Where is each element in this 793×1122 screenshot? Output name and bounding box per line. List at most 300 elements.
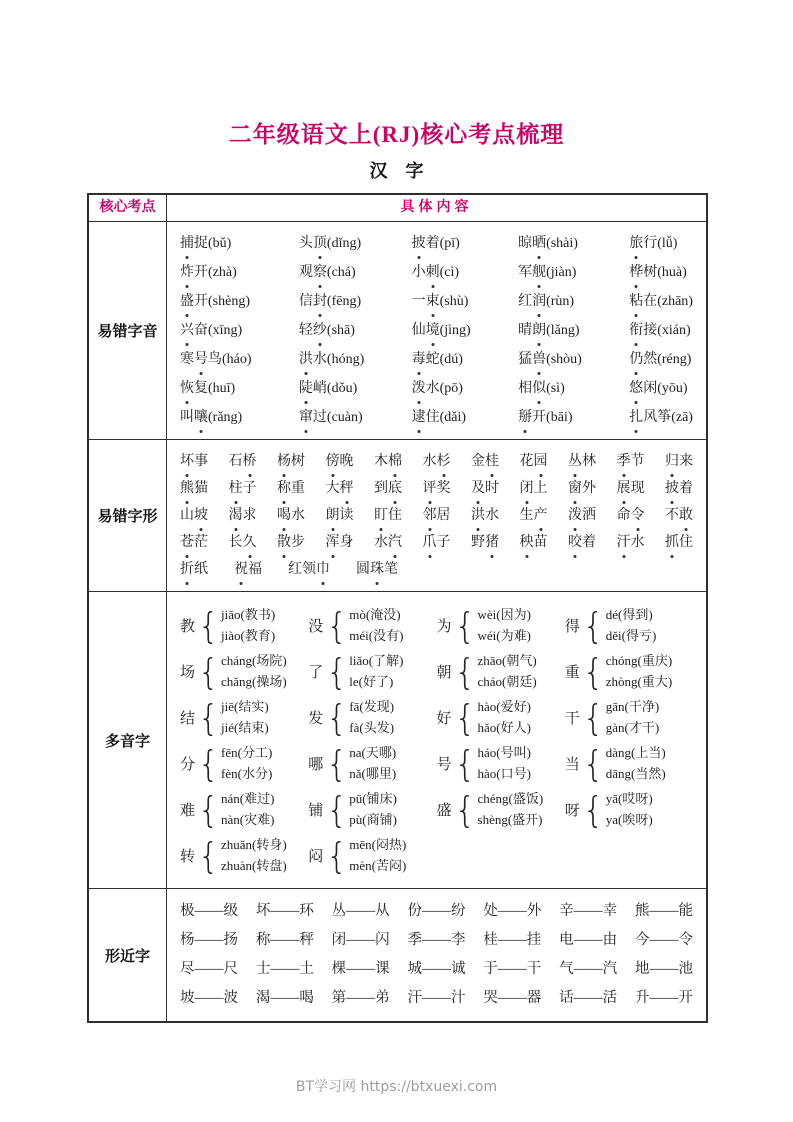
poly-option: dāng(当然): [605, 766, 666, 781]
word: 季节: [617, 448, 645, 475]
poly-options: [478, 696, 531, 738]
poly-entry: [437, 696, 565, 738]
pinyin-word: 兴奋(xīng): [180, 317, 252, 344]
word: 杨树: [277, 448, 305, 475]
emphasized-char: 桂: [485, 448, 499, 475]
poly-option: hǎo(好人): [477, 720, 531, 735]
poly-options: [221, 742, 272, 784]
pinyin-word: 披着(pī): [412, 230, 471, 257]
poly-headchar: 哪: [308, 756, 324, 773]
word: 山坡: [180, 502, 208, 529]
word: 浑身: [326, 529, 354, 556]
emphasized-char: 棉: [388, 448, 402, 475]
word: 汗水: [617, 529, 645, 556]
char-pair: 今——令: [634, 932, 693, 948]
pinyin-word: 一束(shù): [412, 288, 471, 315]
section-content-yin: [167, 222, 706, 439]
word: 水杉: [423, 448, 451, 475]
emphasized-char: 毒: [412, 346, 426, 373]
poly-option: na(天哪): [349, 745, 397, 760]
section-content-xing: [167, 440, 706, 591]
pinyin-word: 猛兽(shòu): [518, 346, 582, 373]
poly-entry: [180, 788, 308, 830]
brace-icon: {: [582, 787, 604, 831]
word: 熊猫: [180, 475, 208, 502]
pinyin-word: 盛开(shèng): [180, 288, 252, 315]
poly-option: pù(商铺): [349, 812, 397, 827]
pinyin-word: 相似(sì): [518, 375, 582, 402]
char-pair: 辛——幸: [559, 903, 618, 919]
emphasized-char: 兽: [532, 346, 546, 373]
pinyin-word: 军舰(jiàn): [518, 259, 582, 286]
word: 坏事: [180, 448, 208, 475]
poly-headchar: 没: [308, 618, 324, 635]
poly-option: jiē(结实): [221, 699, 269, 714]
pinyin-word: 捕捉(bǔ): [180, 230, 252, 257]
poly-entry: [565, 604, 693, 646]
poly-option: gān(干净): [605, 699, 660, 714]
brace-icon: {: [198, 695, 220, 739]
word: 大秤: [326, 475, 354, 502]
poly-entry: [308, 696, 436, 738]
emphasized-char: 捕: [180, 230, 194, 257]
poly-option: nàn(灾难): [221, 812, 275, 827]
pinyin-word: 仍然(réng): [629, 346, 693, 373]
emphasized-char: 渴: [229, 502, 243, 529]
word: 爪子: [423, 529, 451, 556]
poly-entry: [437, 604, 565, 646]
pinyin-word: 掰开(bāi): [518, 404, 582, 431]
pinyin-word: 扎风筝(zā): [629, 404, 693, 431]
brace-icon: {: [198, 741, 220, 785]
emphasized-char: 衔: [629, 317, 643, 344]
word: 展现: [617, 475, 645, 502]
poly-option: yā(哎呀): [605, 791, 653, 806]
emphasized-char: 掰: [518, 404, 532, 431]
emphasized-char: 逮: [412, 404, 426, 431]
char-pair: 棵——课: [331, 961, 390, 977]
pinyin-word: 小刺(cì): [412, 259, 471, 286]
word: 喝水: [277, 502, 305, 529]
poly-options: [606, 788, 653, 830]
word: 不敢: [665, 502, 693, 529]
poly-options: [478, 650, 537, 692]
char-pair: 杨——扬: [180, 932, 238, 948]
emphasized-char: 喝: [277, 502, 291, 529]
poly-entry: [437, 650, 565, 692]
poly-entry: [180, 650, 308, 692]
word: 红领巾: [288, 556, 330, 583]
poly-option: zhuàn(转盘): [221, 858, 287, 873]
emphasized-char: 折: [180, 556, 194, 583]
section-label-yin: 易错字音: [89, 222, 167, 439]
emphasized-char: 浑: [326, 529, 340, 556]
poly-options: [349, 834, 406, 876]
pinyin-word: 粘在(zhān): [629, 288, 693, 315]
poly-headchar: 教: [180, 618, 196, 635]
poly-options: [606, 604, 657, 646]
poly-option: liǎo(了解): [349, 653, 404, 668]
emphasized-char: 产: [534, 502, 548, 529]
word: 命令: [617, 502, 645, 529]
emphasized-char: 悠: [629, 375, 643, 402]
poly-option: wéi(为难): [477, 628, 531, 643]
emphasized-char: 泼: [568, 502, 582, 529]
poly-entry: [565, 788, 693, 830]
poly-option: jiào(教育): [221, 628, 276, 643]
word: 盯住: [374, 502, 402, 529]
poly-option: ya(唉呀): [605, 812, 653, 827]
pair-line: [180, 984, 693, 1013]
char-pair: 汗——汁: [407, 990, 466, 1006]
poly-entry: [308, 650, 436, 692]
char-pair: 地——池: [634, 961, 693, 977]
brace-icon: {: [582, 649, 604, 693]
poly-entry: [180, 604, 308, 646]
section-label-xingjin: 形近字: [89, 889, 167, 1021]
poly-options: [221, 696, 269, 738]
emphasized-char: 束: [426, 288, 440, 315]
emphasized-char: 巾: [316, 556, 330, 583]
table-header-core-points: 核心考点: [89, 195, 167, 221]
poly-option: mò(淹没): [349, 607, 401, 622]
word: 丛林: [568, 448, 596, 475]
poly-entry: [437, 788, 565, 830]
word: 泼洒: [568, 502, 596, 529]
emphasized-char: 苍: [180, 529, 194, 556]
emphasized-char: 兴: [180, 317, 194, 344]
char-pair: 季——李: [407, 932, 466, 948]
word-line: [180, 529, 693, 556]
char-pair: 熊——能: [634, 903, 693, 919]
poly-option: méi(没有): [349, 628, 404, 643]
word: 称重: [277, 475, 305, 502]
footer: [0, 1076, 793, 1096]
poly-option: chǎng(操场): [221, 674, 287, 689]
section-label-duoyin: 多音字: [89, 592, 167, 888]
emphasized-char: 称: [277, 475, 291, 502]
poly-option: zhuǎn(转身): [221, 837, 287, 852]
poly-option: mèn(苦闷): [349, 858, 407, 873]
emphasized-char: 披: [412, 230, 426, 257]
brace-icon: {: [454, 695, 476, 739]
word: 石桥: [229, 448, 257, 475]
word: 金桂: [471, 448, 499, 475]
brace-icon: {: [326, 741, 348, 785]
poly-options: [349, 788, 397, 830]
word: 散步: [277, 529, 305, 556]
poly-headchar: 转: [180, 848, 196, 865]
brace-icon: {: [326, 787, 348, 831]
poly-options: [478, 788, 544, 830]
emphasized-char: 熊: [180, 475, 194, 502]
poly-option: shèng(盛开): [477, 812, 543, 827]
pinyin-word: 恢复(huī): [180, 375, 252, 402]
pinyin-word: 逮住(dǎi): [412, 404, 471, 431]
emphasized-char: 晒: [532, 230, 546, 257]
char-pair: 闭——闪: [331, 932, 390, 948]
poly-entry: [565, 742, 693, 784]
emphasized-char: 窜: [299, 404, 313, 431]
poly-headchar: 场: [180, 664, 196, 681]
poly-headchar: 了: [308, 664, 324, 681]
pinyin-word: 晴朗(lǎng): [518, 317, 582, 344]
pinyin-word: 桦树(huà): [629, 259, 693, 286]
word: 柱子: [229, 475, 257, 502]
emphasized-char: 封: [313, 288, 327, 315]
word: 水汽: [374, 529, 402, 556]
word: 到底: [374, 475, 402, 502]
pair-line: [180, 897, 693, 926]
word: 圆珠笔: [356, 556, 398, 583]
poly-entry: [565, 650, 693, 692]
emphasized-char: 秧: [520, 529, 534, 556]
emphasized-char: 柱: [229, 475, 243, 502]
emphasized-char: 及: [471, 475, 485, 502]
poly-options: [606, 650, 672, 692]
emphasized-char: 刺: [426, 259, 440, 286]
word-line: [180, 448, 693, 475]
poly-headchar: 好: [436, 710, 452, 727]
emphasized-char: 境: [426, 317, 440, 344]
poly-entry: [180, 742, 308, 784]
brace-icon: {: [582, 695, 604, 739]
poly-entry: [308, 742, 436, 784]
poly-headchar: 当: [564, 756, 580, 773]
emphasized-char: 汽: [388, 529, 402, 556]
poly-option: hào(爱好): [477, 699, 531, 714]
emphasized-char: 陡: [299, 375, 313, 402]
poly-option: nǎ(哪里): [349, 766, 397, 781]
pinyin-word: 毒蛇(dú): [412, 346, 471, 373]
emphasized-char: 扎: [629, 404, 643, 431]
poly-options: [221, 834, 287, 876]
emphasized-char: 号: [194, 346, 208, 373]
section-content-duoyin: [167, 592, 706, 888]
poly-option: nán(难过): [221, 791, 275, 806]
poly-options: [478, 604, 531, 646]
brace-icon: {: [326, 649, 348, 693]
poly-row: [180, 742, 693, 784]
char-pair: 于——干: [483, 961, 542, 977]
poly-headchar: 盛: [436, 802, 452, 819]
section-yin: [89, 221, 706, 439]
poly-row: [180, 788, 693, 830]
emphasized-char: 祝: [234, 556, 248, 583]
pinyin-word: 红润(rùn): [518, 288, 582, 315]
char-pair: 桂——挂: [483, 932, 542, 948]
table-header-details: 具体内容: [400, 200, 473, 215]
emphasized-char: 归: [665, 448, 679, 475]
brace-icon: {: [198, 649, 220, 693]
char-pair: 哭——器: [483, 990, 542, 1006]
char-pair: 尽——尺: [180, 961, 238, 977]
emphasized-char: 汗: [617, 529, 631, 556]
emphasized-char: 底: [388, 475, 402, 502]
word: 生产: [520, 502, 548, 529]
brace-icon: {: [454, 741, 476, 785]
char-pair: 电——由: [559, 932, 618, 948]
pinyin-word: 信封(fēng): [299, 288, 364, 315]
emphasized-char: 邻: [423, 502, 437, 529]
pinyin-word: 陡峭(dǒu): [299, 375, 364, 402]
emphasized-char: 丛: [568, 448, 582, 475]
emphasized-char: 朗: [532, 317, 546, 344]
footer-text: BT学习网 https://btxuexi.com: [295, 1079, 498, 1095]
table-header-row: [89, 195, 706, 221]
pinyin-word: 头顶(dǐng): [299, 230, 364, 257]
char-pair: 处——外: [483, 903, 542, 919]
section-xingjin: [89, 888, 706, 1021]
emphasized-char: 桦: [629, 259, 643, 286]
pair-line: [180, 955, 693, 984]
char-pair: 升——开: [634, 990, 693, 1006]
poly-option: wèi(因为): [477, 607, 531, 622]
emphasized-char: 令: [631, 502, 645, 529]
poly-option: pū(铺床): [349, 791, 397, 806]
poly-headchar: 为: [436, 618, 452, 635]
pinyin-word: 叫嚷(rǎng): [180, 404, 252, 431]
emphasized-char: 润: [532, 288, 546, 315]
poly-option: háo(号叫): [477, 745, 531, 760]
emphasized-char: 盯: [374, 502, 388, 529]
poly-options: [221, 650, 287, 692]
poly-options: [606, 696, 659, 738]
word-line: [180, 502, 693, 529]
pinyin-word: 泼水(pō): [412, 375, 471, 402]
word: 苍茫: [180, 529, 208, 556]
poly-options: [221, 604, 275, 646]
emphasized-char: 坏: [180, 448, 194, 475]
pinyin-word: 轻纱(shā): [299, 317, 364, 344]
emphasized-char: 纱: [313, 317, 327, 344]
poly-option: chóng(重庆): [605, 653, 673, 668]
poly-options: [349, 742, 396, 784]
word: 朗读: [326, 502, 354, 529]
poly-headchar: 铺: [308, 802, 324, 819]
emphasized-char: 珠: [370, 556, 384, 583]
poly-option: le(好了): [349, 674, 394, 689]
emphasized-char: 傍: [326, 448, 340, 475]
poly-options: [349, 604, 403, 646]
word: 窗外: [568, 475, 596, 502]
emphasized-char: 季: [617, 448, 631, 475]
poly-option: jiāo(教书): [221, 607, 276, 622]
char-pair: 城——诚: [407, 961, 466, 977]
word: 渴求: [229, 502, 257, 529]
poly-option: cháng(场院): [221, 653, 287, 668]
emphasized-char: 窗: [568, 475, 582, 502]
word: 咬着: [568, 529, 596, 556]
emphasized-char: 似: [532, 375, 546, 402]
word: 傍晚: [326, 448, 354, 475]
pinyin-word: 洪水(hóng): [299, 346, 364, 373]
emphasized-char: 坡: [194, 502, 208, 529]
poly-option: děi(得亏): [605, 628, 657, 643]
emphasized-char: 散: [277, 529, 291, 556]
emphasized-char: 园: [534, 448, 548, 475]
word: 闭上: [520, 475, 548, 502]
word: 邻居: [423, 502, 451, 529]
poly-row: [180, 650, 693, 692]
word: 洪水: [471, 502, 499, 529]
word-line: [180, 475, 693, 502]
emphasized-char: 杉: [437, 448, 451, 475]
pinyin-word: 仙境(jìng): [412, 317, 471, 344]
emphasized-char: 咬: [568, 529, 582, 556]
poly-headchar: 号: [436, 756, 452, 773]
brace-icon: {: [454, 649, 476, 693]
poly-option: jié(结束): [221, 720, 269, 735]
char-pair: 称——秤: [255, 932, 314, 948]
poly-option: dé(得到): [605, 607, 653, 622]
pinyin-word: 悠闲(yōu): [629, 375, 693, 402]
table-sections: [89, 221, 706, 1021]
poly-headchar: 重: [564, 664, 580, 681]
pinyin-word: 观察(chá): [299, 259, 364, 286]
emphasized-char: 洪: [299, 346, 313, 373]
emphasized-char: 察: [313, 259, 327, 286]
poly-headchar: 干: [564, 710, 580, 727]
poly-entry: [308, 834, 436, 876]
poly-option: cháo(朝廷): [477, 674, 537, 689]
poly-entry: [180, 696, 308, 738]
poly-entry: [180, 834, 308, 876]
char-pair: 坡——波: [180, 990, 238, 1006]
poly-option: fēn(分工): [221, 745, 273, 760]
pinyin-word: 晾晒(shài): [518, 230, 582, 257]
char-pair: 份——纷: [407, 903, 466, 919]
emphasized-char: 炸: [180, 259, 194, 286]
word: 花园: [520, 448, 548, 475]
poly-option: zhòng(重大): [605, 674, 673, 689]
brace-icon: {: [454, 787, 476, 831]
poly-entry: [308, 604, 436, 646]
emphasized-char: 舰: [532, 259, 546, 286]
section-content-xingjin: [167, 889, 706, 1021]
page-subtitle: 汉 字: [369, 161, 424, 181]
brace-icon: {: [582, 603, 604, 647]
emphasized-char: 爪: [423, 529, 437, 556]
pair-line: [180, 926, 693, 955]
pinyin-word: 窜过(cuàn): [299, 404, 364, 431]
poly-headchar: 呀: [564, 802, 580, 819]
emphasized-char: 敢: [679, 502, 693, 529]
emphasized-char: 展: [617, 475, 631, 502]
poly-option: fèn(水分): [221, 766, 273, 781]
pinyin-word: 旅行(lǚ): [629, 230, 693, 257]
poly-option: fā(发现): [349, 699, 395, 714]
brace-icon: {: [326, 695, 348, 739]
emphasized-char: 猪: [485, 529, 499, 556]
word: 评奖: [423, 475, 451, 502]
word: 折纸: [180, 556, 208, 583]
brace-icon: {: [198, 833, 220, 877]
poly-headchar: 发: [308, 710, 324, 727]
pinyin-grid: [180, 230, 693, 431]
word-line: [180, 556, 693, 583]
poly-headchar: 朝: [436, 664, 452, 681]
poly-option: hào(口号): [477, 766, 531, 781]
emphasized-char: 粘: [629, 288, 643, 315]
word: 披着: [665, 475, 693, 502]
word: 抓住: [665, 529, 693, 556]
poly-options: [349, 696, 394, 738]
brace-icon: {: [454, 603, 476, 647]
core-points-table: [87, 193, 708, 1023]
brace-icon: {: [326, 833, 348, 877]
poly-option: mēn(闷热): [349, 837, 407, 852]
